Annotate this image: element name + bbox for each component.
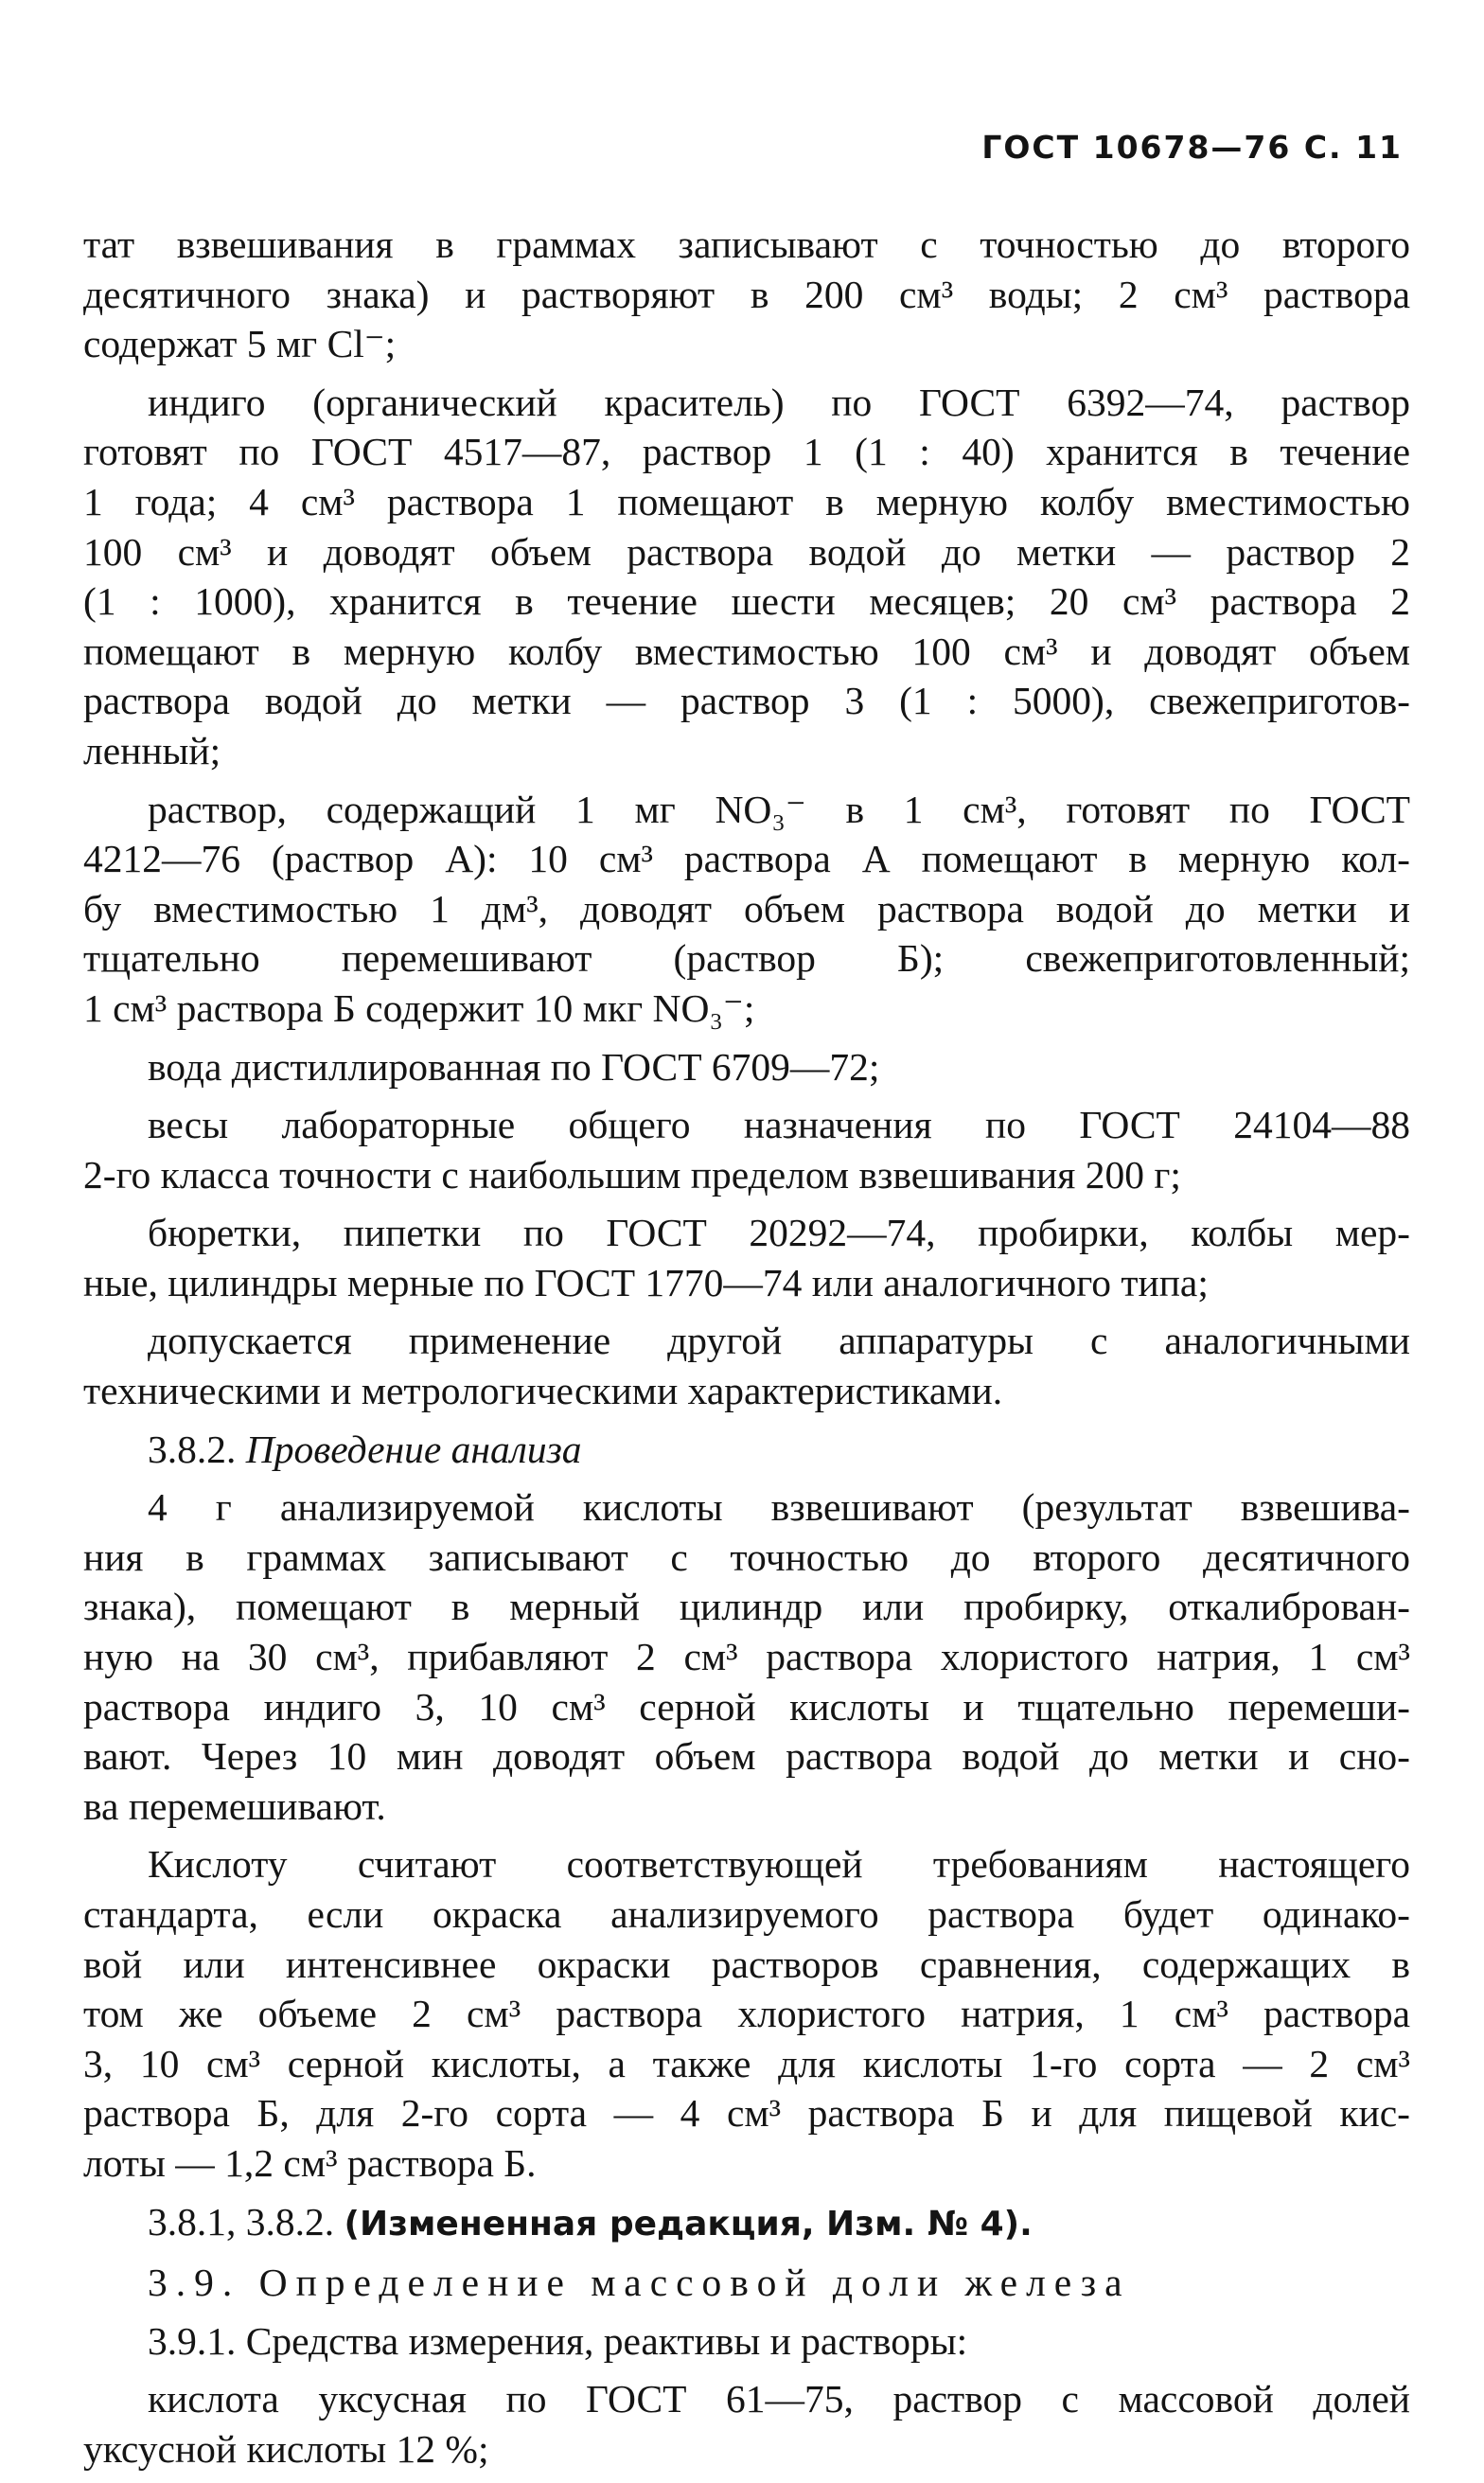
text-line: вают. Через 10 мин доводят объем раствора водой до метки и сно- [83, 1734, 1410, 1779]
text-line: 2-го класса точности с наибольшим пределом взвешивания 200 г; [83, 1152, 1181, 1197]
text-line: 4212—76 (раствор А): 10 см³ раствора А помещают в мерную кол- [83, 837, 1410, 881]
paragraph-nitrate-solution [83, 785, 1410, 1034]
paragraph-scales [83, 1100, 1410, 1199]
paragraph-other-equipment [83, 1316, 1410, 1415]
section-number: 3.8.2. [148, 1427, 237, 1471]
text-line: знака), помещают в мерный цилиндр или пробирку, откалиброван- [83, 1585, 1410, 1629]
text-line: вой или интенсивнее окраски растворов сравнения, содержащих в [83, 1942, 1410, 1986]
paragraph-indigo [83, 378, 1410, 776]
text-line: бу вместимостью 1 дм³, доводят объем раствора водой до метки и [83, 886, 1410, 931]
text-line: весы лабораторные общего назначения по ГОСТ 24104—88 [148, 1103, 1410, 1147]
text-line: бюретки, пипетки по ГОСТ 20292—74, пробирки, колбы мер- [148, 1211, 1410, 1255]
text-line: стандарта, если окраска анализируемого раствора будет одинако- [83, 1892, 1410, 1936]
amendment-label: (Измененная редакция, Изм. № 4). [344, 2204, 1033, 2244]
text-line: ную на 30 см³, прибавляют 2 см³ раствора хлористого натрия, 1 см³ [83, 1635, 1410, 1679]
text-line: (1 : 1000), хранится в течение шести месяцев; 20 см³ раствора 2 [83, 579, 1410, 624]
amendment-sections: 3.8.1, 3.8.2. [148, 2199, 335, 2244]
subsection-heading-reagents [83, 2316, 1410, 2367]
text-line: 1 года; 4 см³ раствора 1 помещают в мерную колбу вместимостью [83, 479, 1410, 523]
text-line: Кислоту считают соответствующей требованиям настоящего [148, 1842, 1410, 1887]
text-line: том же объеме 2 см³ раствора хлористого натрия, 1 см³ раствора [83, 1992, 1410, 2036]
text-line: раствор, содержащий 1 мг NO₃⁻ в 1 см³, готовят по ГОСТ [148, 787, 1410, 831]
text-line: 1 см³ раствора Б содержит 10 мкг NO₃⁻; [83, 985, 755, 1030]
section-heading-analysis [83, 1425, 1410, 1475]
text-line [83, 1425, 1410, 1475]
text-line: ва перемешивают. [83, 1783, 386, 1828]
text-line: допускается применение другой аппаратуры с аналогичными [148, 1319, 1410, 1363]
section-title: Проведение анализа [245, 1427, 582, 1471]
text-line: 3.9.1. Средства измерения, реактивы и растворы: [148, 2318, 968, 2363]
text-line: готовят по ГОСТ 4517—87, раствор 1 (1 : 40) хранится в течение [83, 430, 1410, 474]
text-line: вода дистиллированная по ГОСТ 6709—72; [148, 1044, 880, 1089]
paragraph-acetic-acid [83, 2374, 1410, 2474]
paragraph-sodium-chloride-continued [83, 220, 1410, 369]
text-line: помещают в мерную колбу вместимостью 100 см³ и доводят объем [83, 629, 1410, 673]
text-line [83, 2197, 1410, 2250]
text-line: раствора водой до метки — раствор 3 (1 : 5000), свежеприготов- [83, 679, 1410, 723]
text-line: 3, 10 см³ серной кислоты, а также для кислоты 1-го сорта — 2 см³ [83, 2041, 1410, 2085]
text-line: десятичного знака) и растворяют в 200 см³ воды; 2 см³ раствора [83, 272, 1410, 316]
running-header: ГОСТ 10678—76 С. 11 [981, 129, 1403, 166]
text-line: техническими и метрологическими характеристиками. [83, 1369, 1003, 1413]
amendment-note [83, 2197, 1410, 2250]
paragraph-distilled-water [83, 1042, 1410, 1092]
text-line: ленный; [83, 728, 221, 772]
paragraph-analysis-procedure [83, 1482, 1410, 1831]
text-line: ния в граммах записывают с точностью до второго десятичного [83, 1534, 1410, 1579]
text-line: тщательно перемешивают (раствор Б); свежеприготовленный; [83, 936, 1410, 981]
text-line: 4 г анализируемой кислоты взвешивают (результат взвешива- [148, 1485, 1410, 1530]
text-line: 100 см³ и доводят объем раствора водой до метки — раствор 2 [83, 529, 1410, 574]
paragraph-glassware [83, 1208, 1410, 1307]
section-heading-iron [83, 2258, 1410, 2308]
text-line: ные, цилиндры мерные по ГОСТ 1770—74 или аналогичного типа; [83, 1260, 1209, 1304]
paragraph-acceptance-criteria [83, 1839, 1410, 2188]
text-line: уксусной кислоты 12 %; [83, 2426, 489, 2471]
text-line: кислота уксусная по ГОСТ 61—75, раствор с массовой долей [148, 2377, 1410, 2421]
document-body [83, 220, 1410, 2483]
text-line: лоты — 1,2 см³ раствора Б. [83, 2140, 537, 2185]
section-title: 3.9. Определение массовой доли железа [148, 2261, 1131, 2305]
text-line: тат взвешивания в граммах записывают с точностью до второго [83, 222, 1410, 266]
text-line: содержат 5 мг Cl⁻; [83, 322, 397, 366]
text-line: раствора Б, для 2-го сорта — 4 см³ раствора Б и для пищевой кис- [83, 2091, 1410, 2136]
text-line: раствора индиго 3, 10 см³ серной кислоты и тщательно перемеши- [83, 1684, 1410, 1729]
text-line: индиго (органический краситель) по ГОСТ 6392—74, раствор [148, 380, 1410, 424]
